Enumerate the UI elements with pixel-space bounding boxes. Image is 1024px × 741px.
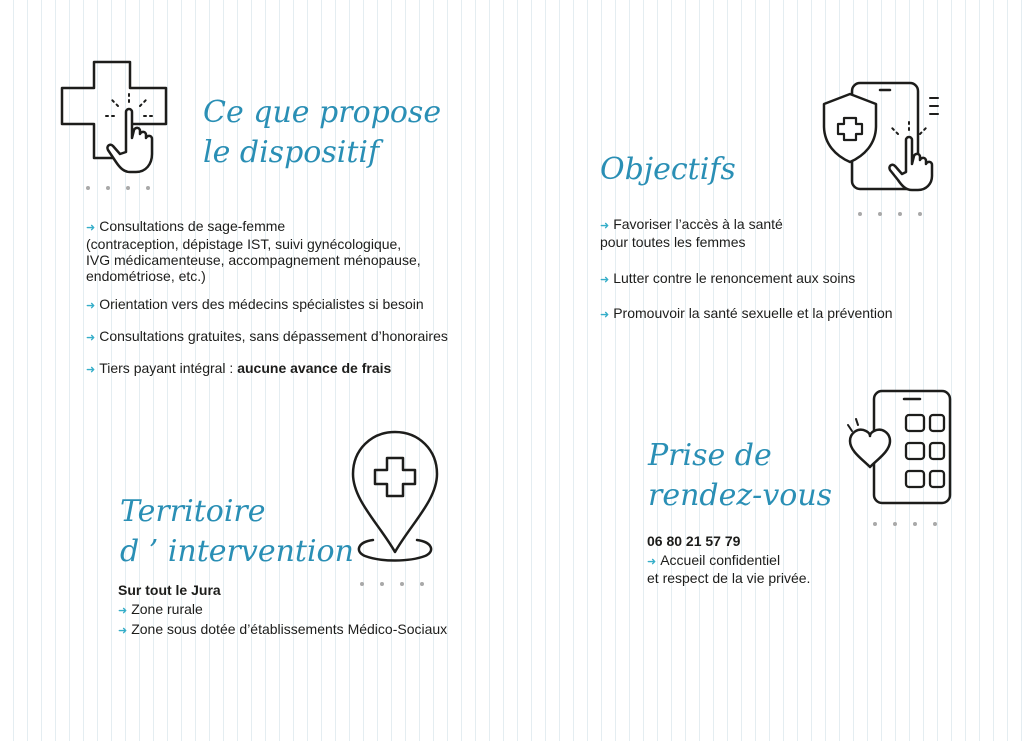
- territoire-item-2: ➜ Zone sous dotée d’établissements Médico-Sociaux: [118, 621, 448, 637]
- arrow-right-icon: ➜: [86, 364, 96, 376]
- location-cross-icon: [345, 428, 445, 568]
- dispositif-title-line1: Ce que propose: [203, 95, 442, 130]
- territoire-heading: Sur tout le Jura: [118, 582, 221, 598]
- arrow-right-icon: ➜: [86, 332, 96, 344]
- dispositif-item-2: ➜ Orientation vers des médecins spécialistes si besoin: [86, 296, 424, 312]
- territoire-item-1: ➜ Zone rurale: [118, 601, 203, 617]
- objectifs-title: Objectifs: [600, 152, 736, 187]
- objectifs-item-1: ➜ Favoriser l’accès à la santé pour toutes les femmes: [600, 216, 783, 250]
- rendezvous-title-line1: Prise de: [648, 438, 772, 473]
- dispositif-item-1: ➜ Consultations de sage-femme (contraception, dépistage IST, suivi gynécologique, IVG médicamenteuse, accompagnement ménopause, endométriose, etc.): [86, 218, 421, 284]
- dispositif-item-4: ➜ Tiers payant intégral : aucune avance de frais: [86, 360, 392, 376]
- objectifs-item-3: ➜ Promouvoir la santé sexuelle et la prévention: [600, 305, 893, 321]
- arrow-right-icon: ➜: [600, 220, 610, 232]
- phone-heart-icon: [846, 385, 956, 510]
- arrow-right-icon: ➜: [600, 309, 610, 321]
- arrow-right-icon: ➜: [600, 274, 610, 286]
- rendezvous-title-line2: rendez-vous: [648, 478, 833, 513]
- arrow-right-icon: ➜: [118, 625, 128, 637]
- objectifs-item-2: ➜ Lutter contre le renoncement aux soins: [600, 270, 856, 286]
- arrow-right-icon: ➜: [86, 222, 96, 234]
- territoire-title-line1: Territoire: [120, 494, 266, 529]
- arrow-right-icon: ➜: [647, 556, 657, 568]
- objectifs-dots: [858, 212, 922, 216]
- phone-shield-icon: [820, 80, 965, 195]
- territoire-title-line2: d ’ intervention: [120, 534, 354, 569]
- arrow-right-icon: ➜: [118, 605, 128, 617]
- territoire-dots: [360, 582, 424, 586]
- medical-cross-click-icon: [60, 60, 180, 175]
- arrow-right-icon: ➜: [86, 300, 96, 312]
- rendezvous-item-1: ➜ Accueil confidentiel et respect de la vie privée.: [647, 552, 811, 586]
- rendezvous-dots: [873, 522, 937, 526]
- rendezvous-phone[interactable]: 06 80 21 57 79: [647, 533, 741, 549]
- dispositif-dots: [86, 186, 150, 190]
- dispositif-title-line2: le dispositif: [203, 135, 380, 170]
- dispositif-item-3: ➜ Consultations gratuites, sans dépassement d’honoraires: [86, 328, 448, 344]
